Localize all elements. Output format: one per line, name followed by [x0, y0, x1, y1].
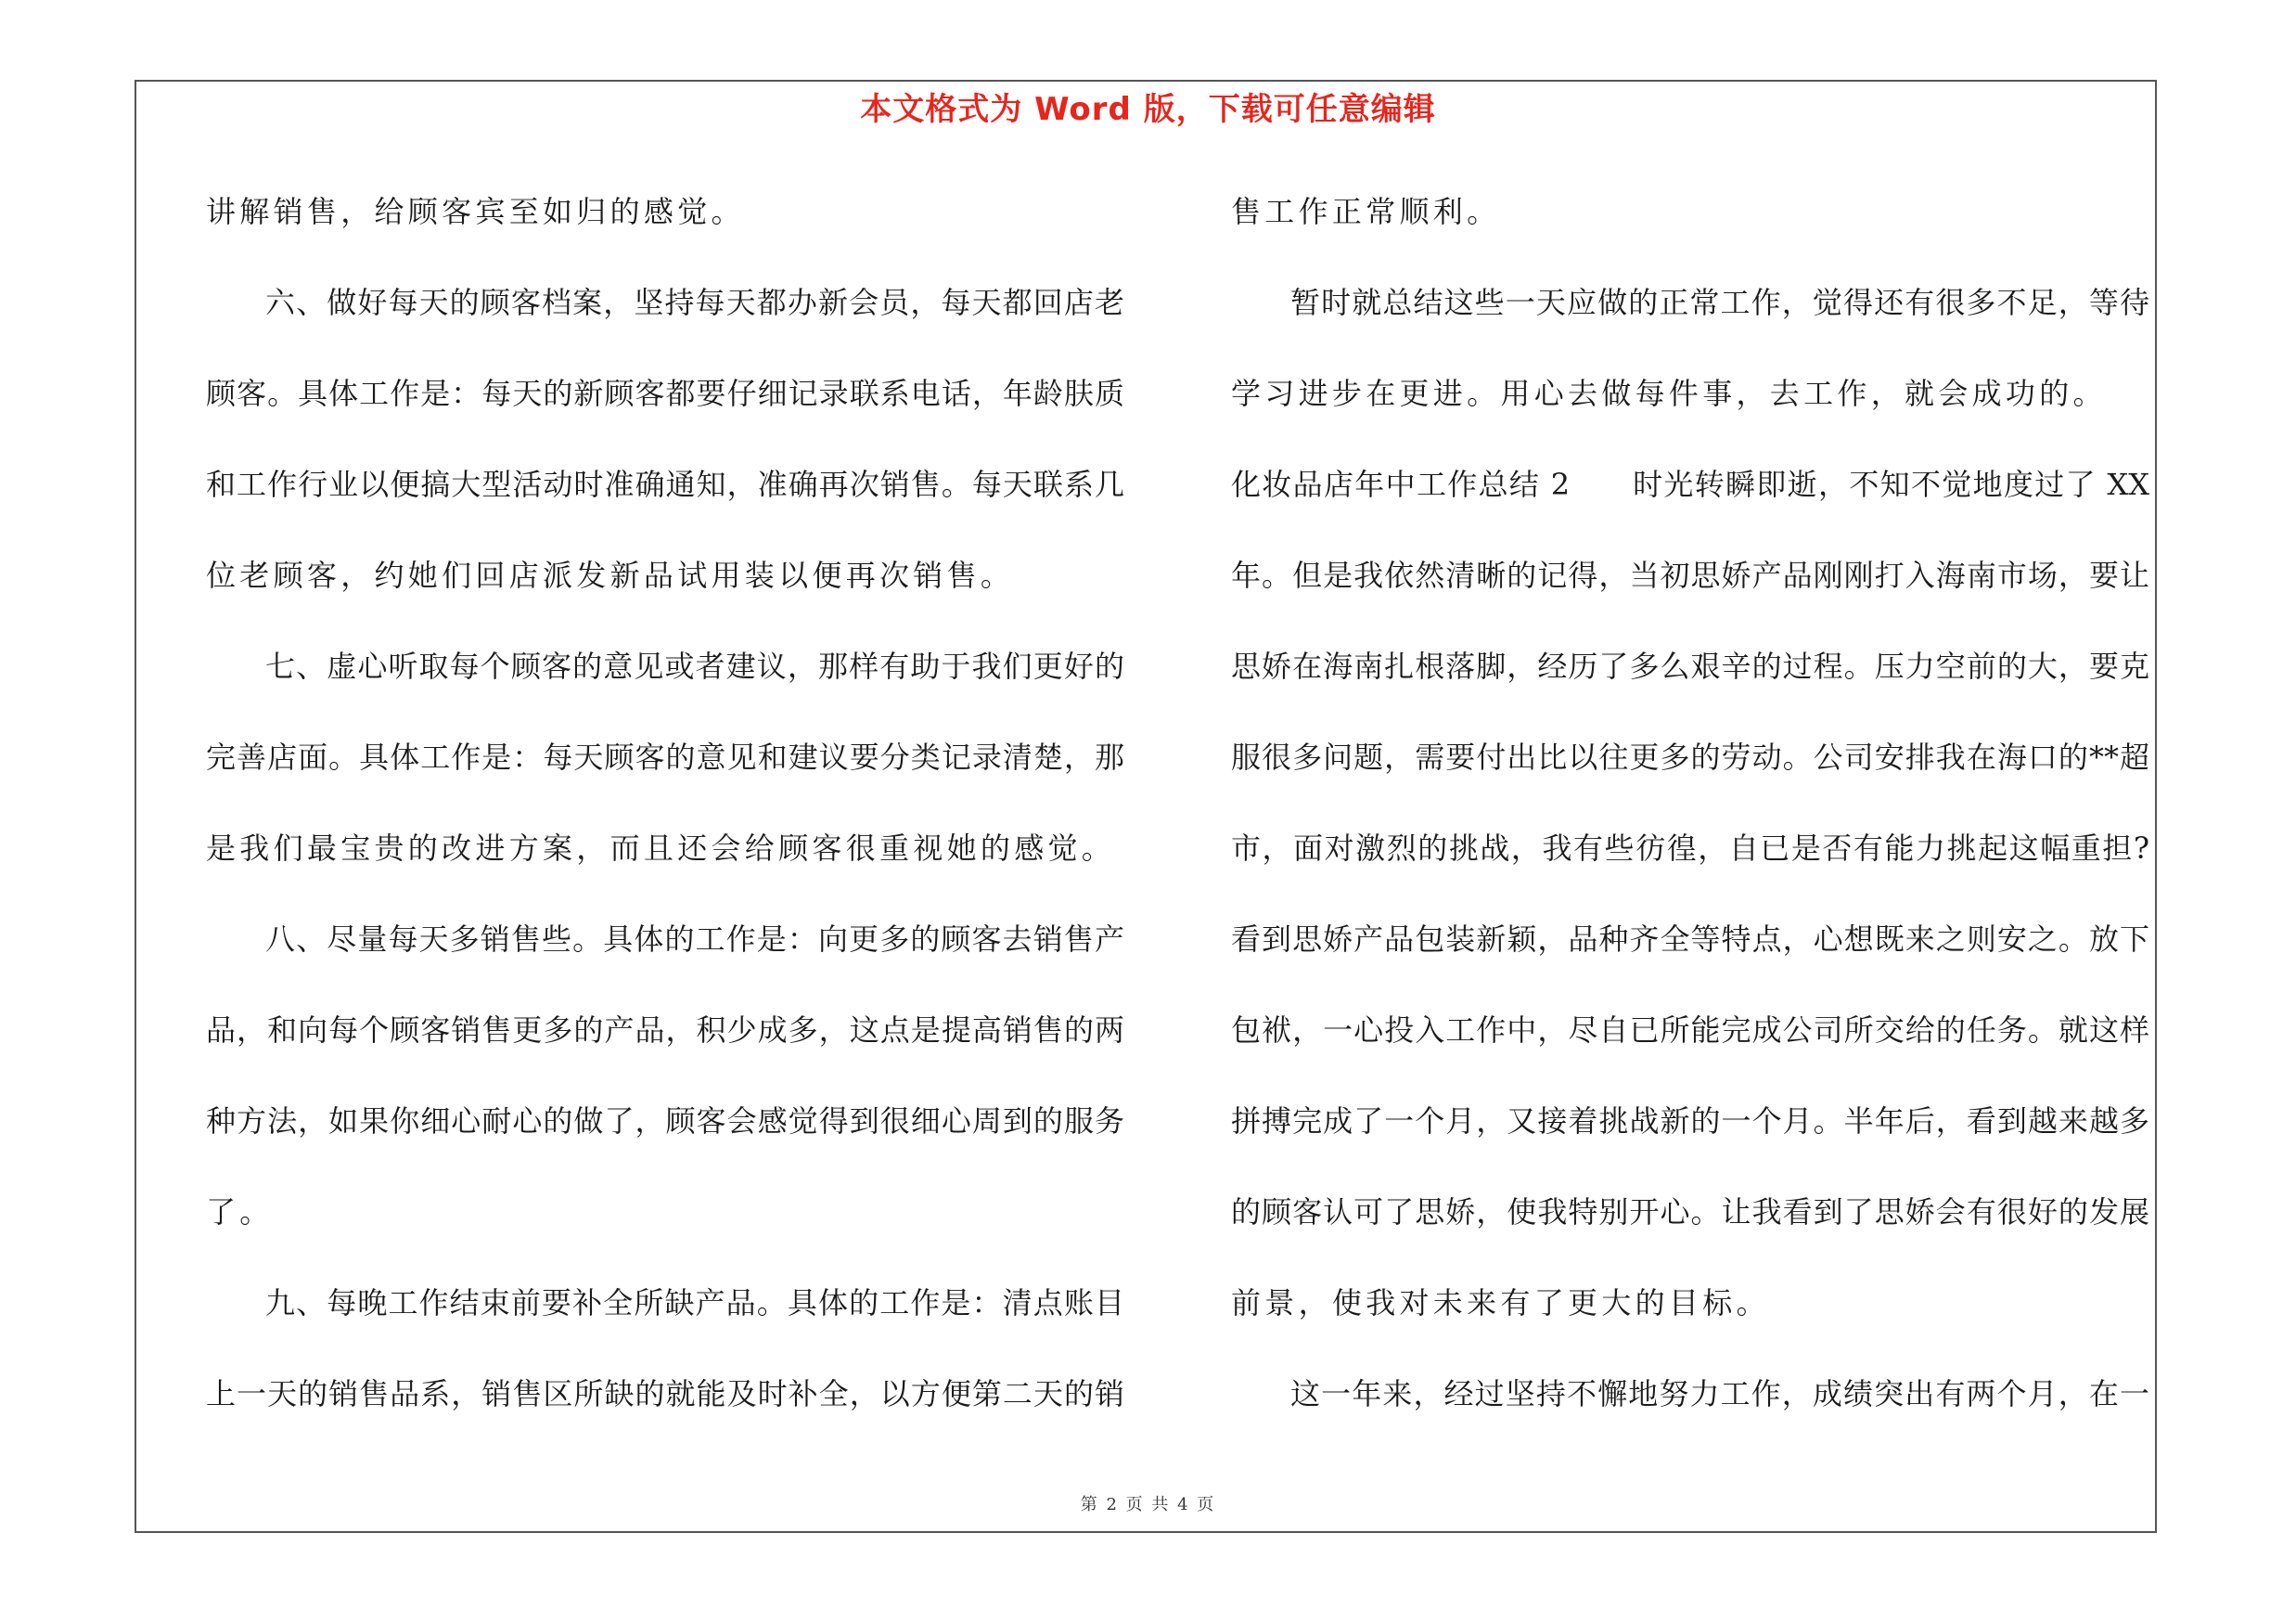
text-line: 六、做好每天的顾客档案，坚持每天都办新会员，每天都回店老	[265, 285, 1124, 320]
text-line: 顾客。具体工作是：每天的新顾客都要仔细记录联系电话，年龄肤质	[206, 376, 1124, 411]
text-line: 上一天的销售品系，销售区所缺的就能及时补全，以方便第二天的销	[206, 1376, 1124, 1411]
text-line: 前景，使我对未来有了更大的目标。	[1231, 1285, 1770, 1320]
text-line: 位老顾客，约她们回店派发新品试用装以便再次销售。	[206, 558, 1015, 593]
text-line: 的顾客认可了思娇，使我特别开心。让我看到了思娇会有很好的发展	[1231, 1194, 2149, 1230]
text-line: 九、每晚工作结束前要补全所缺产品。具体的工作是：清点账目	[265, 1285, 1124, 1320]
text-line: 种方法，如果你细心耐心的做了，顾客会感觉得到很细心周到的服务	[206, 1103, 1124, 1139]
text-line: 暂时就总结这些一天应做的正常工作，觉得还有很多不足，等待	[1290, 285, 2149, 320]
text-line: 七、虚心听取每个顾客的意见或者建议，那样有助于我们更好的	[265, 649, 1124, 684]
text-line: 是我们最宝贵的改进方案，而且还会给顾客很重视她的感觉。	[206, 831, 1116, 866]
left-column	[206, 182, 1124, 1455]
text-line: 学习进步在更进。用心去做每件事，去工作，就会成功的。	[1231, 376, 2107, 411]
text-line: 化妆品店年中工作总结 2 时光转瞬即逝，不知不觉地度过了 XX	[1231, 467, 2149, 502]
text-line: 年。但是我依然清晰的记得，当初思娇产品刚刚打入海南市场，要让	[1231, 558, 2149, 593]
text-line: 市，面对激烈的挑战，我有些彷徨，自已是否有能力挑起这幅重担?	[1231, 831, 2149, 866]
text-line: 售工作正常顺利。	[1231, 194, 1501, 229]
page-number-footer: 第 2 页 共 4 页	[1080, 1495, 1216, 1514]
text-line: 思娇在海南扎根落脚，经历了多么艰辛的过程。压力空前的大，要克	[1231, 649, 2149, 684]
text-line: 和工作行业以便搞大型活动时准确通知，准确再次销售。每天联系几	[206, 467, 1124, 502]
text-line: 讲解销售，给顾客宾至如归的感觉。	[206, 194, 745, 229]
text-line: 服很多问题，需要付出比以往更多的劳动。公司安排我在海口的**超	[1231, 740, 2149, 775]
text-line: 看到思娇产品包装新颖，品种齐全等特点，心想既来之则安之。放下	[1231, 921, 2149, 957]
text-line: 拼搏完成了一个月，又接着挑战新的一个月。半年后，看到越来越多	[1231, 1103, 2149, 1139]
text-line: 八、尽量每天多销售些。具体的工作是：向更多的顾客去销售产	[265, 921, 1124, 957]
text-line: 品，和向每个顾客销售更多的产品，积少成多，这点是提高销售的两	[206, 1012, 1124, 1048]
text-line: 完善店面。具体工作是：每天顾客的意见和建议要分类记录清楚，那	[206, 740, 1124, 775]
right-column	[1231, 182, 2149, 1455]
text-line: 了。	[206, 1194, 274, 1230]
text-line: 包袱，一心投入工作中，尽自已所能完成公司所交给的任务。就这样	[1231, 1012, 2149, 1048]
format-banner: 本文格式为 Word 版，下载可任意编辑	[860, 91, 1436, 128]
text-line: 这一年来，经过坚持不懈地努力工作，成绩突出有两个月，在一	[1290, 1376, 2149, 1411]
